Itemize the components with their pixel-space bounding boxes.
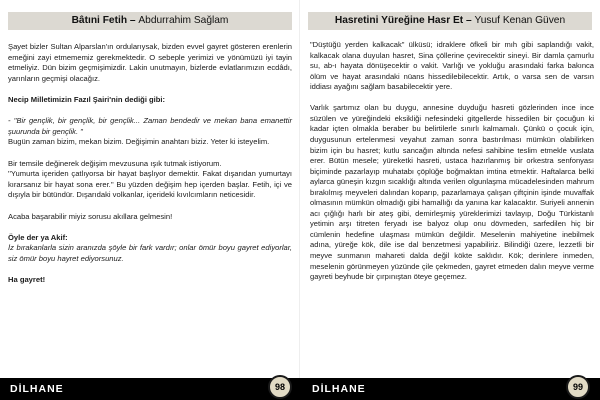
section-heading: Necip Milletimizin Fazıl Şairi'nin dediği gibi: [8,94,166,104]
paragraph: Bugün zaman bizim, mekan bizim. Değişimin anahtarı biziz. Yeter ki isteyelim. [8,137,270,147]
closing-line: Ha gayret! [8,275,46,285]
right-page-body [310,40,594,293]
section-heading: Öyle der ya Akif: [8,232,68,242]
right-page [300,0,600,400]
brand-logo: DİLHANE [312,383,366,395]
left-header-author: Abdurrahim Sağlam [138,15,229,26]
right-page-footer [300,378,600,400]
quote: İz bırakanlarla sizin aranızda şöyle bir fark vardır; onlar ömür boyu gayret ediyorlar, siz ömür boyu hayret ediyorsunuz. [8,243,292,263]
left-page-body [8,42,292,296]
paragraph: "Düştüğü yerden kalkacak" ülküsü; idraklere öfkeli bir mıh gibi saplandığı vakit, kalkacak olana duyulan hasret, Sina çöllerine çevirecektir sineyi. Bir damla çamurlu su, ab-ı hayata dönüşecektir o vakit. Varlığı ve yokluğu arasındaki farka bakınca ölüm ve hayat arasındaki nüans hissedilebilecektir. Artık, o varsa sen de varsın iddiası ayağını sağlam basabilecektir yere. [310,40,594,92]
page-number: 99 [566,375,590,399]
paragraph: Şayet bizler Sultan Alparslan'ın ordularıysak, bizden evvel gayret gösteren erenlerin emeğini zayi etmememiz gerekmektedir. O sebeple yerimizi ve yönümüzü iyi tayin etmeliyiz. Dün bizim geçmişimizdir. Lakin unutmayın, bizlerde evlatlarımızın ecdâdı, yarınların geçmişi olacağız. [8,42,292,83]
paragraph: Acaba başarabilir miyiz sorusu akıllara gelmesin! [8,211,173,221]
page-number: 98 [268,375,292,399]
paragraph: ''Yumurta içeriden çatlıyorsa bir hayat başlıyor demektir. Fakat dışarıdan yumurtayı kırarsanız bir hayat sona erer.'' Bu yüzden değişim hep içerden başlar. Fetih, içi ve dışıyla bir bütündür. Dışarıdaki volkanlar, içerideki kıvılcımların neticesidir. [8,169,292,200]
right-header-title: Hasretini Yüreğine Hasr Et [334,15,464,26]
right-page-header [308,12,592,30]
left-header-separator: – [127,15,139,26]
brand-logo: DİLHANE [10,383,64,395]
left-header-title: Bâtıni Fetih [71,15,128,26]
right-header-separator: – [463,15,475,26]
right-header-author: Yusuf Kenan Güven [474,15,566,26]
paragraph: Varlık şartımız olan bu duygu, annesine duyduğu hasreti gözlerinden ince ince süzülen ve yüreğindeki eksikliği nefesindeki gitgellerde hissedilen bir çocuğun ki kadar içten olmakla beraber bu belirtilerle sınırlı kalmamalı. Çünkü o çocuk için, duygusunun ertelenmesi veyahut zaman sonra bastırılması mümkün olabilirken bizim için bu hasret; kutlu sancağın altında nefesi sahibine teslim etmekle vuslata erer. Bütün mesele; yüreketki hasreti, ustaca hazırlanmış bir orkestra senfonyası biçiminde pazarlayıp muhatabı çöplüğe boğmaktan imtina etmektir. Haftalarca belki aylarca güneşin kızgın sıcaklığı altında verilen olgunlaşma mücadelesinden mahrum bırakılmış meyveleri dalından koparıp, pazarlamaya çalışan çiftçinin işinde muvaffak olmasının mümkün olmadığı gibi hamallığı da yanına kar kalacaktır. Suriyeli annenin acı çığlığı harlı bir ateş gibi, demirleşmiş yüreklerimizi tavlayıp, Doğu Türkistanlı yetimin arşı titreten feryadı ise balyoz olup onu dövmeden, sarfedilen hiç bir cümlenin hedefine ulaşması mümkün değildir. Meselenin mahiyetine inebilmek adına, yüreğe kök, dile ise dal benzetmesi yapabiliriz. Bilindiği üzere, lezzetli bir meyve sunmanın mahareti dalda değil kökte saklıdır. Kök; derinlere inmeden, meselenin görünmeyen yüzünde çile çekmeden, gayret etmeden dalın meyve verme gayreti beyhude bir çırpınıştan öteye geçemez. [310,103,594,282]
quote: - "Bir gençlik, bir gençlik, bir gençlik... Zaman bendedir ve mekan bana emanettir şuurunda bir gençlik. " [8,116,292,136]
paragraph: Bir temsile değinerek değişim mevzusuna ışık tutmak istiyorum. [8,158,222,168]
left-page-header [8,12,292,30]
left-page-footer [0,378,300,400]
